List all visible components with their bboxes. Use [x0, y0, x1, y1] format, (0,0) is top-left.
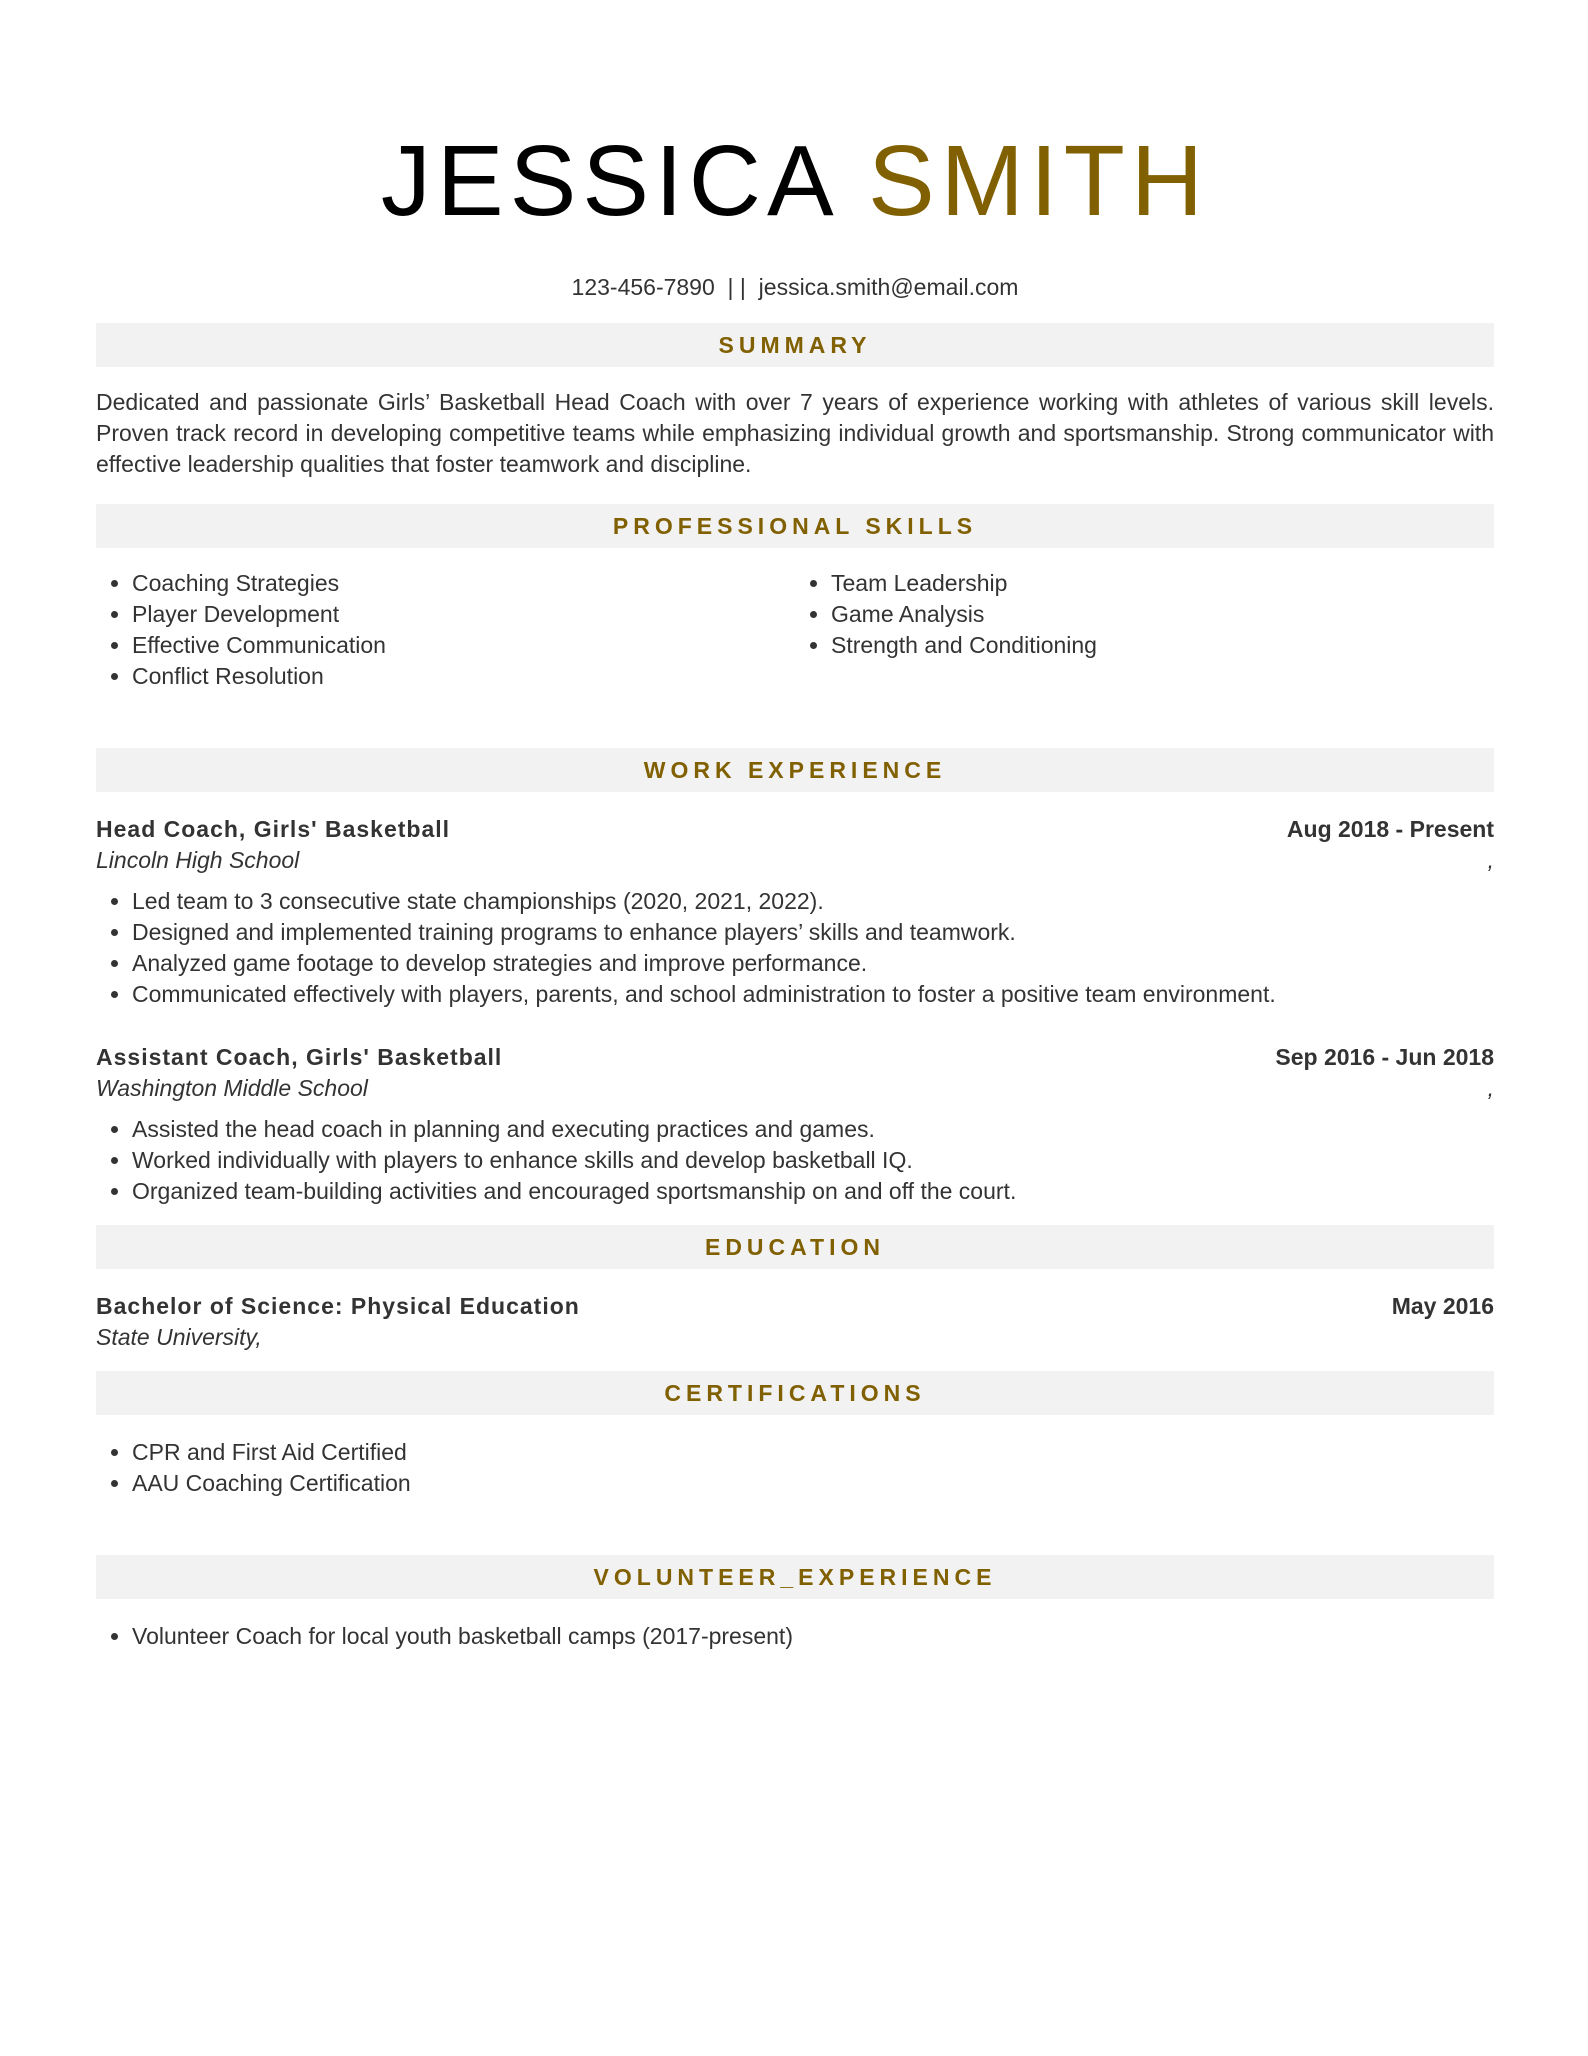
job-entry	[96, 1042, 1494, 1207]
summary-text: Dedicated and passionate Girls’ Basketball Head Coach with over 7 years of experience working with athletes of various skill levels. Proven track record in developing competitive teams while emphasizing individual growth and sportsmanship. Strong communicator with effective leadership qualities that foster teamwork and discipline.	[96, 389, 1494, 477]
section-header-volunteer: VOLUNTEER_EXPERIENCE	[96, 1555, 1494, 1599]
resume	[96, 0, 1494, 1652]
skill-item: • Player Development	[132, 599, 795, 630]
last-name: SMITH	[867, 125, 1210, 237]
location: ,	[1487, 1075, 1494, 1101]
job-bullet: • Communicated effectively with players, parents, and school administration to foster a positive team environment.	[132, 979, 1494, 1010]
job-bullet: • Led team to 3 consecutive state championships (2020, 2021, 2022).	[132, 886, 1494, 917]
skill-item: • Coaching Strategies	[132, 568, 795, 599]
job-bullets	[96, 886, 1494, 1010]
job-entry	[96, 814, 1494, 1010]
education-entry	[96, 1291, 1494, 1353]
job-dates: Aug 2018 - Present	[1286, 816, 1494, 842]
first-name: JESSICA	[380, 125, 835, 237]
job-bullet: • Assisted the head coach in planning and executing practices and games.	[132, 1114, 1494, 1145]
job-bullet: • Worked individually with players to enhance skills and develop basketball IQ.	[132, 1145, 1494, 1176]
skills-column-left	[96, 568, 795, 692]
section-header-work: WORK EXPERIENCE	[96, 748, 1494, 792]
location: ,	[1487, 847, 1494, 873]
section-header-summary: SUMMARY	[96, 323, 1494, 367]
job-dates: Sep 2016 - Jun 2018	[1275, 1044, 1494, 1070]
section-header-skills: PROFESSIONAL SKILLS	[96, 504, 1494, 548]
job-bullet: • Organized team-building activities and encouraged sportsmanship on and off the court.	[132, 1176, 1494, 1207]
job-bullet: • Designed and implemented training programs to enhance players’ skills and teamwork.	[132, 917, 1494, 948]
skill-item: • Conflict Resolution	[132, 661, 795, 692]
graduation-date: May 2016	[1391, 1293, 1494, 1319]
job-bullets	[96, 1114, 1494, 1207]
company: Washington Middle School	[96, 1075, 368, 1101]
volunteer-item: • Volunteer Coach for local youth basketball camps (2017-present)	[132, 1621, 1494, 1652]
section-header-education: EDUCATION	[96, 1225, 1494, 1269]
skill-item: • Strength and Conditioning	[831, 630, 1494, 661]
job-title: Head Coach, Girls' Basketball	[96, 816, 451, 842]
phone: 123-456-7890	[571, 274, 715, 300]
section-header-certifications: CERTIFICATIONS	[96, 1371, 1494, 1415]
contact-line	[96, 272, 1494, 302]
skill-item: • Game Analysis	[831, 599, 1494, 630]
company: Lincoln High School	[96, 847, 300, 873]
skills-column-right	[795, 568, 1494, 692]
school: State University,	[96, 1324, 262, 1350]
skills-list	[96, 568, 1494, 692]
email[interactable]: jessica.smith@email.com	[758, 274, 1019, 300]
volunteer-list	[96, 1621, 1494, 1652]
skill-item: • Effective Communication	[132, 630, 795, 661]
separator: | |	[727, 274, 746, 300]
certification-item: • AAU Coaching Certification	[132, 1468, 1494, 1499]
candidate-name	[96, 124, 1494, 239]
certifications-list	[96, 1437, 1494, 1499]
skill-item: • Team Leadership	[831, 568, 1494, 599]
certification-item: • CPR and First Aid Certified	[132, 1437, 1494, 1468]
job-title: Assistant Coach, Girls' Basketball	[96, 1044, 503, 1070]
degree: Bachelor of Science: Physical Education	[96, 1293, 580, 1319]
job-bullet: • Analyzed game footage to develop strategies and improve performance.	[132, 948, 1494, 979]
